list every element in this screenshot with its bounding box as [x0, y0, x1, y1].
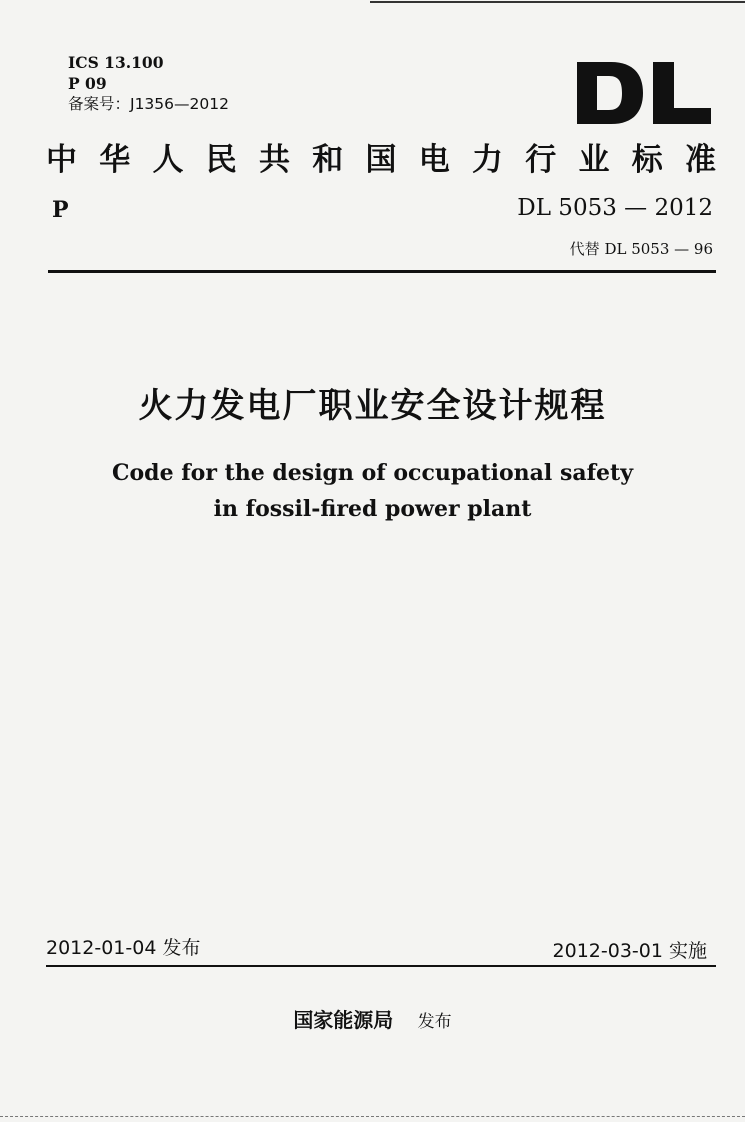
organization-char: 行	[525, 142, 557, 178]
organization-char: 电	[418, 142, 450, 178]
bottom-dashed-edge	[0, 1116, 745, 1117]
organization-char: 华	[99, 142, 131, 178]
header-metadata	[68, 52, 229, 115]
organization-char: 和	[312, 142, 344, 178]
filing-number: 备案号：J1356—2012	[68, 95, 229, 113]
publisher-line	[0, 1004, 745, 1033]
top-edge-rule	[370, 1, 745, 3]
standard-number: DL 5053 — 2012	[517, 195, 713, 221]
header-divider	[48, 270, 716, 273]
publisher-organization: 国家能源局	[293, 1008, 394, 1032]
organization-char: 共	[259, 142, 290, 178]
issue-date: 2012-01-04 发布	[46, 937, 201, 959]
footer-divider	[46, 965, 716, 967]
english-title-line-2: in fossil-fired power plant	[213, 496, 532, 522]
chinese-title: 火力发电厂职业安全设计规程	[138, 386, 607, 426]
organization-char: 国	[365, 142, 397, 178]
dl-logo	[577, 62, 711, 124]
publisher-action: 发布	[417, 1012, 452, 1032]
standard-organization-title	[46, 140, 716, 180]
organization-char: 人	[152, 142, 184, 178]
organization-char: 标	[631, 142, 663, 178]
organization-char: 业	[578, 142, 610, 178]
english-title-line-1: Code for the design of occupational safety	[112, 460, 633, 486]
implementation-date: 2012-03-01 实施	[552, 940, 707, 962]
english-title	[0, 455, 745, 527]
replaces-standard: 代替 DL 5053 — 96	[569, 240, 713, 258]
classification-code: P 09	[68, 74, 107, 93]
organization-char: 中	[46, 142, 77, 178]
ics-code: ICS 13.100	[68, 53, 164, 72]
organization-char: 力	[472, 142, 503, 178]
organization-char: 准	[685, 142, 716, 178]
category-letter: P	[52, 197, 69, 223]
organization-char: 民	[205, 142, 237, 178]
